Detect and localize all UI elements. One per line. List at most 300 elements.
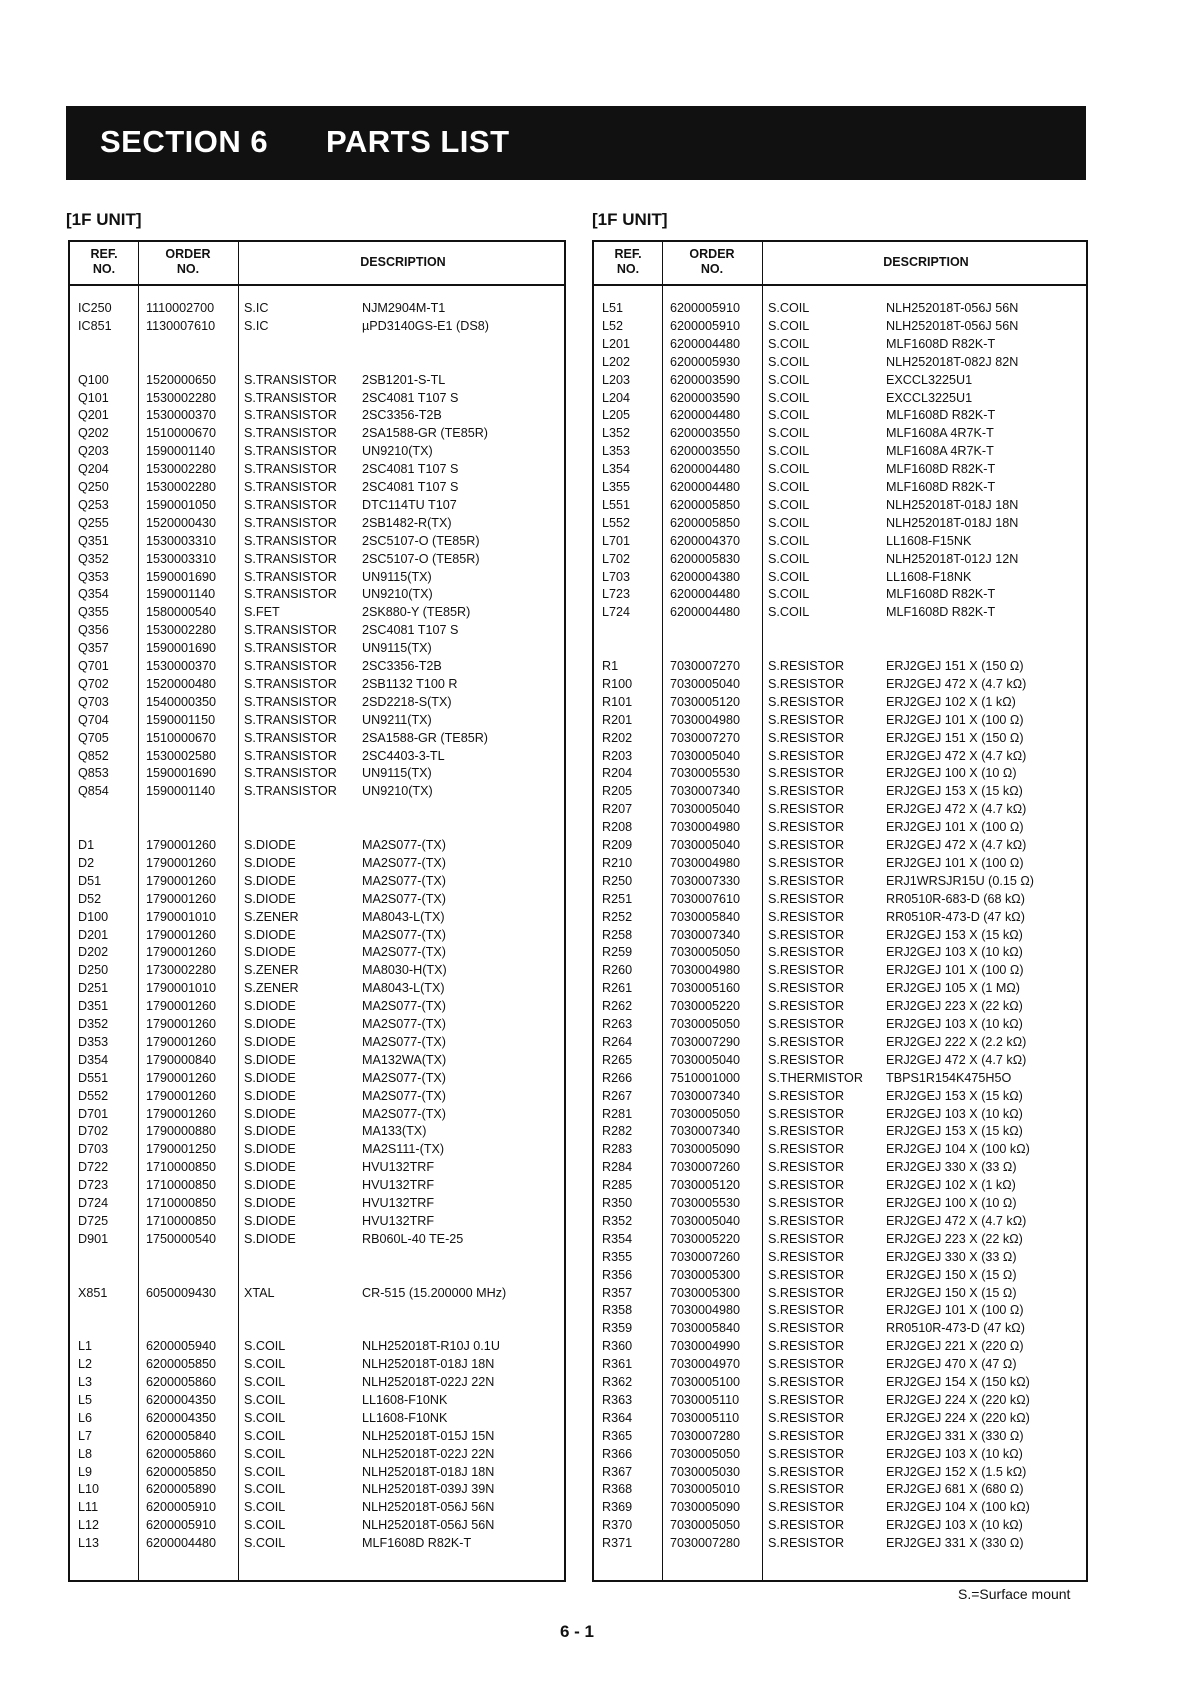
table-row [594,1034,1086,1052]
table-row [70,551,564,569]
part-type-cell: S.RESISTOR [768,1410,845,1425]
part-type-cell: S.TRANSISTOR [244,390,337,405]
order-no-cell: 7030005040 [670,1213,741,1228]
part-number-cell: MA2S077-(TX) [362,1106,446,1121]
ref-no-cell: R1 [602,659,619,673]
part-type-cell: S.TRANSISTOR [244,480,337,494]
part-type-cell: S.RESISTOR [768,1285,845,1300]
part-type-cell: S.DIODE [244,1142,296,1157]
part-type-cell: S.COIL [768,480,810,494]
order-no-cell: 1790000840 [146,1052,217,1067]
table-row [594,336,1086,354]
part-number-cell: ERJ2GEJ 104 X (100 kΩ) [886,1500,1030,1515]
ref-no-cell: Q852 [78,748,109,763]
table-row [70,1123,564,1141]
ref-no-cell: R260 [602,963,633,978]
part-number-cell: 2SC5107-O (TE85R) [362,533,480,548]
table-row [70,533,564,551]
part-number-cell: ERJ2GEJ 150 X (15 Ω) [886,1267,1017,1282]
table-row [70,497,564,515]
table-row [70,1052,564,1070]
table-row [70,1070,564,1088]
part-type-cell: S.COIL [768,318,810,333]
part-number-cell: NLH252018T-056J 56N [362,1518,495,1533]
order-no-cell: 7030005040 [670,1052,741,1067]
part-type-cell: S.RESISTOR [768,981,845,996]
part-type-cell: S.RESISTOR [768,1464,845,1479]
part-type-cell: S.COIL [768,569,810,584]
table-row [70,712,564,730]
order-no-cell: 1790001260 [146,873,217,888]
order-no-cell: 1790001260 [146,855,217,870]
table-row [594,300,1086,318]
part-type-cell: S.RESISTOR [768,1213,845,1228]
order-no-cell: 7030005300 [670,1267,741,1282]
order-no-cell: 1110002700 [146,301,215,315]
order-no-cell: 1530002580 [146,748,217,763]
ref-no-cell: L552 [602,515,631,530]
part-number-cell: RR0510R-473-D (47 kΩ) [886,1321,1025,1336]
table-row [70,909,564,927]
part-number-cell: 2SC4081 T107 S [362,390,459,405]
table-row [594,1446,1086,1464]
ref-no-cell: R360 [602,1339,633,1354]
order-no-cell: 7030007290 [670,1034,741,1049]
ref-no-cell: R371 [602,1536,633,1551]
part-number-cell: EXCCL3225U1 [886,372,973,387]
ref-no-cell: R356 [602,1267,633,1282]
order-no-cell: 1790001260 [146,891,217,906]
page-number: 6 - 1 [560,1622,595,1641]
order-no-cell: 7030007270 [670,659,741,673]
order-no-cell: 7030005090 [670,1142,741,1157]
part-type-cell: S.DIODE [244,1017,296,1031]
part-number-cell: LL1608-F18NK [886,569,972,584]
part-number-cell: ERJ2GEJ 472 X (4.7 kΩ) [886,748,1027,763]
order-no-cell: 6200005850 [670,515,741,530]
part-type-cell: S.TRANSISTOR [244,444,337,459]
part-type-cell: S.RESISTOR [768,712,845,727]
part-type-cell: S.RESISTOR [768,820,845,835]
ref-no-cell: L6 [78,1410,93,1425]
ref-no-cell: X851 [78,1285,108,1300]
table-row [594,1517,1086,1535]
table-row [70,980,564,998]
part-number-cell: ERJ2GEJ 153 X (15 kΩ) [886,784,1023,799]
order-no-cell: 7030005530 [670,766,741,781]
ref-no-cell: R266 [602,1070,633,1085]
part-number-cell: ERJ2GEJ 472 X (4.7 kΩ) [886,802,1027,817]
order-no-cell: 1790001260 [146,1017,217,1031]
ref-no-cell: R362 [602,1375,633,1389]
part-type-cell: S.RESISTOR [768,1428,845,1443]
part-type-cell: S.COIL [244,1482,286,1497]
ref-no-cell: R350 [602,1196,633,1210]
table-row [70,1195,564,1213]
table-row [594,998,1086,1016]
ref-no-cell: R210 [602,855,633,870]
part-number-cell: 2SC5107-O (TE85R) [362,551,480,566]
ref-no-cell: Q353 [78,569,109,584]
part-number-cell: ERJ2GEJ 330 X (33 Ω) [886,1249,1017,1264]
part-number-cell: ERJ2GEJ 154 X (150 kΩ) [886,1375,1030,1389]
table-row [594,1088,1086,1106]
order-no-cell: 6200005940 [146,1339,217,1354]
table-row [594,318,1086,336]
table-row [70,676,564,694]
part-number-cell: ERJ2GEJ 103 X (10 kΩ) [886,1106,1023,1121]
ref-no-cell: R204 [602,766,633,781]
order-no-cell: 6200005910 [670,318,741,333]
order-no-cell: 1790001260 [146,945,217,960]
table-row [594,1213,1086,1231]
part-type-cell: S.DIODE [244,927,296,942]
order-no-cell: 1790001010 [146,909,217,924]
order-no-cell: 7030004980 [670,820,741,835]
ref-no-cell: L352 [602,426,631,441]
part-number-cell: MA2S077-(TX) [362,855,446,870]
order-no-cell: 6200003590 [670,390,741,405]
ref-no-cell: L2 [78,1357,93,1372]
part-type-cell: S.RESISTOR [768,748,845,763]
order-no-cell: 7030007340 [670,1088,741,1103]
table-row [70,569,564,587]
part-type-cell: S.RESISTOR [768,1124,845,1139]
order-no-cell: 6200005830 [670,551,741,566]
part-type-cell: S.IC [244,318,269,333]
order-no-cell: 7030005040 [670,802,741,817]
part-type-cell: S.RESISTOR [768,909,845,924]
table-row [70,1159,564,1177]
table-row [594,1267,1086,1285]
part-number-cell: NLH252018T-056J 56N [886,301,1019,315]
part-type-cell: S.RESISTOR [768,1017,845,1031]
part-type-cell: S.ZENER [244,963,299,978]
part-number-cell: MLF1608D R82K-T [362,1536,472,1551]
order-no-cell: 1730002280 [146,963,217,978]
part-type-cell: S.COIL [768,301,810,315]
part-type-cell: S.RESISTOR [768,766,845,781]
order-no-cell: 6050009430 [146,1285,217,1300]
table-row [70,962,564,980]
part-number-cell: UN9210(TX) [362,587,433,602]
part-type-cell: S.TRANSISTOR [244,569,337,584]
ref-no-cell: R359 [602,1321,633,1336]
header-order-no: ORDER NO. [689,247,735,276]
order-no-cell: 6200005910 [146,1500,217,1515]
table-row [594,1231,1086,1249]
ref-no-cell: R259 [602,945,633,960]
part-type-cell: S.TRANSISTOR [244,694,337,709]
table-row [594,712,1086,730]
table-row [594,407,1086,425]
table-row [594,1302,1086,1320]
order-no-cell: 1710000850 [146,1196,217,1210]
ref-no-cell: R201 [602,712,633,727]
part-number-cell: ERJ2GEJ 223 X (22 kΩ) [886,1231,1023,1246]
ref-no-cell: D201 [78,927,109,942]
part-number-cell: MA2S077-(TX) [362,927,446,942]
ref-no-cell: R368 [602,1482,633,1497]
part-number-cell: ERJ2GEJ 153 X (15 kΩ) [886,1088,1023,1103]
table-row [70,604,564,622]
part-number-cell: MLF1608D R82K-T [886,408,996,423]
part-number-cell: LL1608-F10NK [362,1392,448,1407]
ref-no-cell: D702 [78,1124,109,1139]
ref-no-cell: IC250 [78,301,112,315]
table-row [594,658,1086,676]
ref-no-cell: R203 [602,748,633,763]
ref-no-cell: Q203 [78,444,109,459]
table-row [594,1249,1086,1267]
table-row [70,837,564,855]
table-row [594,354,1086,372]
part-type-cell: S.DIODE [244,873,296,888]
order-no-cell: 7030005220 [670,1231,741,1246]
table-row [70,515,564,533]
part-number-cell: ERJ2GEJ 472 X (4.7 kΩ) [886,1052,1027,1067]
part-type-cell: S.COIL [244,1464,286,1479]
part-number-cell: ERJ2GEJ 101 X (100 Ω) [886,712,1024,727]
part-number-cell: ERJ2GEJ 104 X (100 kΩ) [886,1142,1030,1157]
table-row [70,372,564,390]
table-row [594,783,1086,801]
part-type-cell: S.DIODE [244,1088,296,1103]
table-body [70,284,564,1580]
ref-no-cell: R264 [602,1034,633,1049]
part-number-cell: RB060L-40 TE-25 [362,1231,464,1246]
order-no-cell: 1530002280 [146,480,217,494]
ref-no-cell: Q250 [78,480,109,494]
part-type-cell: S.COIL [244,1500,286,1515]
table-row [70,1231,564,1249]
table-row [70,873,564,891]
header-order-no: ORDER NO. [165,247,211,276]
ref-no-cell: R366 [602,1446,633,1461]
part-type-cell: S.DIODE [244,1052,296,1067]
part-number-cell: MA2S077-(TX) [362,1070,446,1085]
part-type-cell: S.RESISTOR [768,676,845,691]
ref-no-cell: Q253 [78,497,109,512]
part-number-cell: ERJ2GEJ 153 X (15 kΩ) [886,927,1023,942]
order-no-cell: 7030005840 [670,1321,741,1336]
order-no-cell: 6200005850 [146,1464,217,1479]
ref-no-cell: Q355 [78,605,109,620]
part-number-cell: ERJ2GEJ 470 X (47 Ω) [886,1357,1017,1372]
order-no-cell: 7030005840 [670,909,741,924]
part-type-cell: S.RESISTOR [768,927,845,942]
part-type-cell: S.RESISTOR [768,873,845,888]
part-type-cell: S.RESISTOR [768,1357,845,1372]
part-number-cell: ERJ2GEJ 102 X (1 kΩ) [886,694,1016,709]
order-no-cell: 6200004480 [670,587,741,602]
ref-no-cell: L724 [602,605,631,620]
order-no-cell: 7030007280 [670,1536,741,1551]
part-number-cell: ERJ2GEJ 102 X (1 kΩ) [886,1178,1016,1193]
part-number-cell: ERJ2GEJ 153 X (15 kΩ) [886,1124,1023,1139]
table-row [70,1428,564,1446]
ref-no-cell: L551 [602,497,631,512]
ref-no-cell: D2 [78,855,95,870]
part-number-cell: ERJ2GEJ 151 X (150 Ω) [886,659,1024,673]
part-number-cell: CR-515 (15.200000 MHz) [362,1285,507,1300]
order-no-cell: 6200004480 [670,605,741,620]
header-description: DESCRIPTION [360,255,446,269]
table-row [594,765,1086,783]
part-number-cell: HVU132TRF [362,1178,435,1193]
part-number-cell: ERJ2GEJ 472 X (4.7 kΩ) [886,676,1027,691]
part-type-cell: S.DIODE [244,1231,296,1246]
ref-no-cell: R357 [602,1285,633,1300]
part-number-cell: NLH252018T-056J 56N [362,1500,495,1515]
part-type-cell: S.TRANSISTOR [244,462,337,477]
part-type-cell: S.RESISTOR [768,1196,845,1210]
ref-no-cell: Q854 [78,784,109,799]
order-no-cell: 1590001140 [146,587,216,602]
order-no-cell: 7030007340 [670,1124,741,1139]
order-no-cell: 7030005300 [670,1285,741,1300]
part-number-cell: LL1608-F15NK [886,533,972,548]
part-type-cell: S.RESISTOR [768,1375,845,1389]
part-number-cell: TBPS1R154K475H5O [886,1070,1012,1085]
table-row [594,551,1086,569]
part-type-cell: S.THERMISTOR [768,1070,863,1085]
part-type-cell: S.DIODE [244,1070,296,1085]
parts-table-left [68,240,566,1582]
ref-no-cell: L13 [78,1536,100,1551]
order-no-cell: 6200003550 [670,426,741,441]
table-row [70,1106,564,1124]
part-number-cell: NLH252018T-022J 22N [362,1375,495,1389]
order-no-cell: 7030007610 [670,891,741,906]
order-no-cell: 7030005050 [670,1446,741,1461]
part-type-cell: S.RESISTOR [768,945,845,960]
part-type-cell: S.RESISTOR [768,659,845,673]
table-row [594,1428,1086,1446]
table-header [70,242,564,286]
part-number-cell: NLH252018T-018J 18N [886,515,1019,530]
order-no-cell: 7030005030 [670,1464,741,1479]
order-no-cell: 7030005050 [670,1017,741,1031]
ref-no-cell: R358 [602,1303,633,1318]
table-row [594,1535,1086,1553]
order-no-cell: 7030005040 [670,676,741,691]
table-row [70,407,564,425]
ref-no-cell: D51 [78,873,102,888]
table-row [70,1285,564,1303]
table-row [70,1356,564,1374]
ref-no-cell: R208 [602,820,633,835]
ref-no-cell: D1 [78,838,95,852]
part-type-cell: S.COIL [768,426,810,441]
ref-no-cell: L201 [602,336,631,351]
order-no-cell: 7030005110 [670,1392,740,1407]
table-row [594,962,1086,980]
part-type-cell: S.RESISTOR [768,730,845,745]
ref-no-cell: L703 [602,569,631,584]
ref-no-cell: R370 [602,1518,633,1533]
table-row [70,1481,564,1499]
table-row [594,927,1086,945]
part-type-cell: S.COIL [768,408,810,423]
order-no-cell: 7030004980 [670,1303,741,1318]
ref-no-cell: Q101 [78,390,109,405]
part-number-cell: ERJ2GEJ 100 X (10 Ω) [886,1196,1017,1210]
part-number-cell: UN9115(TX) [362,569,432,584]
order-no-cell: 1710000850 [146,1178,217,1193]
order-no-cell: 6200004480 [146,1536,217,1551]
table-row [70,640,564,658]
order-no-cell: 6200004480 [670,480,741,494]
part-number-cell: NLH252018T-018J 18N [362,1464,495,1479]
ref-no-cell: Q705 [78,730,109,745]
part-number-cell: RR0510R-683-D (68 kΩ) [886,891,1025,906]
part-type-cell: S.RESISTOR [768,1518,845,1533]
part-number-cell: ERJ2GEJ 103 X (10 kΩ) [886,1518,1023,1533]
table-row [594,1392,1086,1410]
part-number-cell: HVU132TRF [362,1196,435,1210]
ref-no-cell: L202 [602,354,631,369]
ref-no-cell: R284 [602,1160,633,1175]
part-type-cell: S.RESISTOR [768,1392,845,1407]
part-type-cell: S.RESISTOR [768,963,845,978]
table-row [594,980,1086,998]
part-number-cell: ERJ2GEJ 472 X (4.7 kΩ) [886,1213,1027,1228]
part-number-cell: ERJ2GEJ 152 X (1.5 kΩ) [886,1464,1027,1479]
table-row [70,586,564,604]
part-number-cell: MA2S077-(TX) [362,891,446,906]
ref-no-cell: R367 [602,1464,633,1479]
part-number-cell: MA2S077-(TX) [362,1088,446,1103]
part-number-cell: MA8043-L(TX) [362,981,445,996]
order-no-cell: 6200004480 [670,408,741,423]
order-no-cell: 1790001260 [146,999,217,1014]
part-type-cell: S.TRANSISTOR [244,748,337,763]
ref-no-cell: D352 [78,1017,109,1031]
order-no-cell: 1580000540 [146,605,217,620]
table-row [594,837,1086,855]
table-row [594,1285,1086,1303]
part-number-cell: MLF1608A 4R7K-T [886,444,994,459]
table-row [70,318,564,336]
part-number-cell: NLH252018T-018J 18N [362,1357,495,1372]
order-no-cell: 6200004350 [146,1392,217,1407]
table-row [70,443,564,461]
part-number-cell: MA2S077-(TX) [362,838,446,852]
table-row [70,1374,564,1392]
part-type-cell: S.RESISTOR [768,694,845,709]
part-type-cell: S.RESISTOR [768,1052,845,1067]
ref-no-cell: R202 [602,730,633,745]
part-type-cell: S.COIL [768,587,810,602]
ref-no-cell: L11 [78,1500,99,1515]
part-type-cell: S.RESISTOR [768,1106,845,1121]
order-no-cell: 7030007260 [670,1160,741,1175]
table-header [594,242,1086,286]
part-number-cell: 2SK880-Y (TE85R) [362,605,471,620]
order-no-cell: 7030004970 [670,1357,741,1372]
part-type-cell: S.TRANSISTOR [244,551,337,566]
ref-no-cell: R101 [602,694,633,709]
ref-no-cell: Q704 [78,712,109,727]
part-number-cell: MA2S077-(TX) [362,873,446,888]
part-number-cell: ERJ2GEJ 103 X (10 kΩ) [886,1017,1023,1031]
part-number-cell: NLH252018T-056J 56N [886,318,1019,333]
ref-no-cell: R205 [602,784,633,799]
table-row [70,765,564,783]
order-no-cell: 1590001690 [146,766,217,781]
table-row [70,479,564,497]
